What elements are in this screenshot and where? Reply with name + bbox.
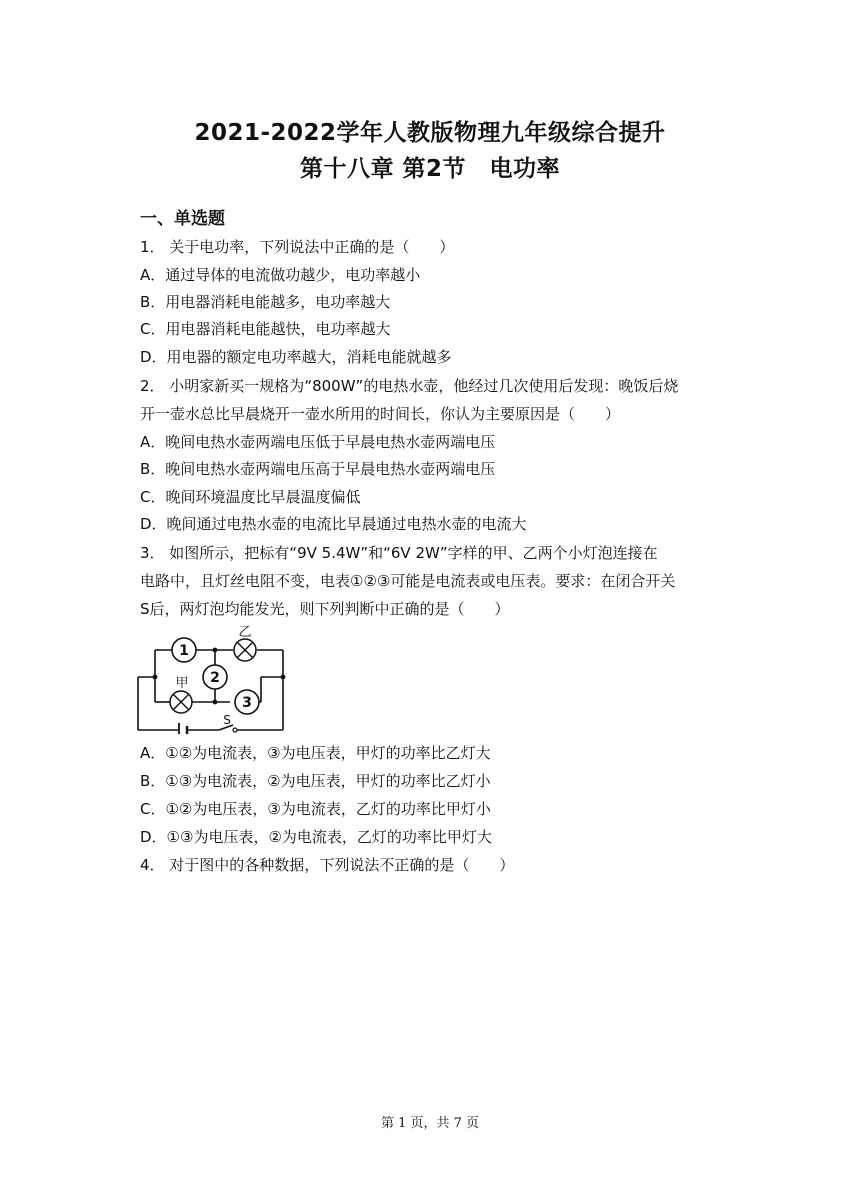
svg-text:3: 3 <box>242 695 252 711</box>
q3-option-b: B．①③为电流表，②为电压表，甲灯的功率比乙灯小 <box>140 772 491 790</box>
q1-option-b: B．用电器消耗电能越多，电功率越大 <box>140 293 391 311</box>
document-title: 2021-2022学年人教版物理九年级综合提升 <box>194 120 666 146</box>
q3-option-d: D．①③为电压表，②为电流表，乙灯的功率比甲灯大 <box>140 828 492 846</box>
circuit-diagram <box>135 624 295 734</box>
q2-stem-line2: 开一壶水总比早晨烧开一壶水所用的时间长，你认为主要原因是（ ） <box>140 405 621 423</box>
meter-2 <box>203 665 227 689</box>
lamp-yi-icon <box>234 625 256 661</box>
q2-option-c: C．晚间环境温度比早晨温度偏低 <box>140 488 361 506</box>
meter-3 <box>235 690 259 714</box>
q3-stem-line2: 电路中，且灯丝电阻不变，电表①②③可能是电流表或电压表。要求：在闭合开关 <box>140 572 676 590</box>
q3-stem-line3: S后，两灯泡均能发光，则下列判断中正确的是（ ） <box>140 600 510 618</box>
svg-text:乙: 乙 <box>238 625 252 640</box>
q3-option-c: C．①②为电压表，③为电流表，乙灯的功率比甲灯小 <box>140 800 491 818</box>
q2-option-d: D．晚间通过电热水壶的电流比早晨通过电热水壶的电流大 <box>140 515 527 533</box>
svg-text:2: 2 <box>210 670 220 686</box>
q1-option-c: C．用电器消耗电能越快，电功率越大 <box>140 320 391 338</box>
svg-text:甲: 甲 <box>175 676 189 691</box>
q3-option-a: A．①②为电流表，③为电压表，甲灯的功率比乙灯大 <box>140 744 491 762</box>
q2-stem-line1: 2． 小明家新买一规格为“800W”的电热水壶，他经过几次使用后发现：晚饭后烧 <box>140 377 679 395</box>
q3-stem-line1: 3． 如图所示，把标有“9V 5.4W”和“6V 2W”字样的甲、乙两个小灯泡连接在 <box>140 544 658 562</box>
q1-option-a: A．通过导体的电流做功越少，电功率越小 <box>140 266 421 284</box>
switch-label: S <box>223 713 231 727</box>
section-heading: 一、单选题 <box>140 209 225 229</box>
q1-option-d: D．用电器的额定电功率越大，消耗电能就越多 <box>140 348 452 366</box>
svg-text:1: 1 <box>179 643 189 659</box>
page-footer: 第 1 页，共 7 页 <box>380 1116 480 1131</box>
q1-stem: 1． 关于电功率，下列说法中正确的是（ ） <box>140 238 455 256</box>
meter-1 <box>172 638 196 662</box>
lamp-jia-icon <box>170 676 192 713</box>
document-subtitle: 第十八章 第2节 电功率 <box>299 156 560 182</box>
q4-stem: 4． 对于图中的各种数据，下列说法不正确的是（ ） <box>140 856 515 874</box>
q2-option-a: A．晚间电热水壶两端电压低于早晨电热水壶两端电压 <box>140 433 496 451</box>
q2-option-b: B．晚间电热水壶两端电压高于早晨电热水壶两端电压 <box>140 460 496 478</box>
